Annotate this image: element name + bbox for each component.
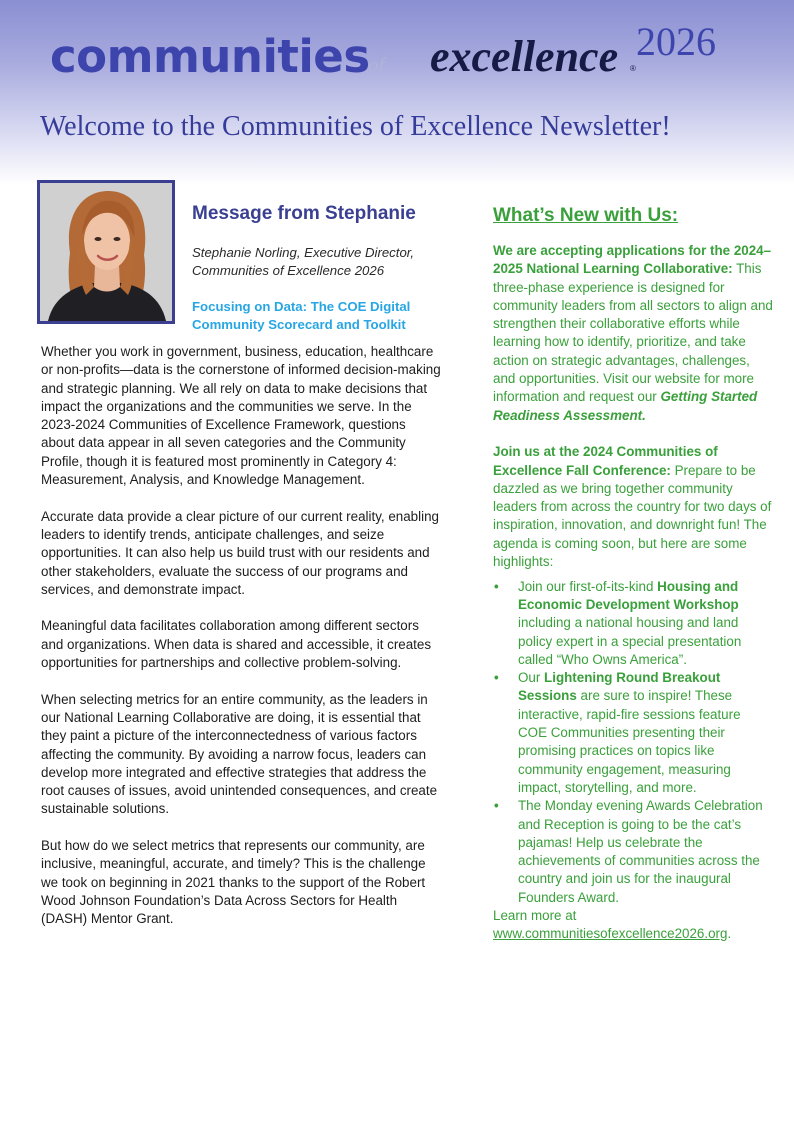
conference-lead: Join us at the 2024 Communities of Excellence Fall Conference: <box>493 444 718 478</box>
bullet-text: Our <box>518 670 545 686</box>
website-link[interactable]: www.communitiesofexcellence2026.org <box>493 926 728 942</box>
highlights-list <box>493 578 773 907</box>
applications-text: This three-phase experience is designed for community leaders from all sectors to align and strengthen their collaborative efforts while learning how to identify, prioritize, and take action on strategic advantages, challenges, and opportunities. Visit our website for more information and request our <box>493 261 773 405</box>
applications-lead: We are accepting applications for the 2024–2025 National Learning Collaborative: <box>493 243 772 277</box>
conference-paragraph <box>493 443 773 571</box>
link-period: . <box>727 926 732 942</box>
newsletter-title: Welcome to the Communities of Excellence Newsletter! <box>40 111 671 142</box>
message-paragraph-5: But how do we select metrics that represents our community, are inclusive, meaningful, accurate, and timely? This is the challenge we took on beginning in 2021 thanks to the support of the Robert Wood Johnson Foundation’s Data Across Sectors for Health (DASH) Mentor Grant. <box>41 838 426 927</box>
list-item <box>518 797 773 907</box>
bullet-bold: Lightening Round Breakout Sessions <box>518 670 721 704</box>
logo-word-of: of <box>368 53 385 77</box>
bullet-text: including a national housing and land policy expert in a special presentation called “Who Owns America”. <box>518 615 742 667</box>
bullet-text: Join our first-of-its-kind <box>518 578 658 594</box>
whats-new-column <box>493 204 773 944</box>
message-body <box>41 343 441 947</box>
message-title: Message from Stephanie <box>192 203 416 224</box>
message-paragraph-2: Accurate data provide a clear picture of our current reality, enabling leaders to identify trends, anticipate challenges, and seize opportunities. It can also help us build trust with our residents and other stakeholders, evaluate the success of our programs and services, and demonstrate impact. <box>41 508 439 597</box>
message-paragraph-4: When selecting metrics for an entire community, as the leaders in our National Learning Collaborative are doing, it is essential that they paint a picture of the interconnectedness of various factors affecting the community. By avoiding a narrow focus, leaders can develop more integrated and effective strategies that address the root causes of issues, avoid unintended consequences, and create sustainable solutions. <box>41 691 438 817</box>
message-subtitle: Focusing on Data: The COE Digital Community Scorecard and Toolkit <box>192 299 411 332</box>
logo-registered-mark: ® <box>630 64 636 73</box>
conference-text: Prepare to be dazzled as we bring together community leaders from across the country for two days of inspiration, innovation, and downright fun! The agenda is coming soon, but here are some highlights: <box>493 462 772 570</box>
list-item <box>518 578 773 669</box>
logo-word-communities: communities <box>50 30 370 83</box>
logo-year: 2026 <box>636 19 716 64</box>
author-name-line: Stephanie Norling, Executive Director, <box>192 245 415 260</box>
message-paragraph-3: Meaningful data facilitates collaboration among different sectors and organizations. When data is shared and accessible, it creates opportunities for partnerships and collective problem-solving. <box>41 618 432 671</box>
whats-new-heading: What’s New with Us: <box>493 205 679 226</box>
bullet-text: The Monday evening Awards Celebration and Reception is going to be the cat’s pajamas! Help us celebrate the achievements of communities across the country and join us for the inaugural Founders Award. <box>518 798 763 905</box>
author-photo <box>37 180 175 324</box>
learn-more-label: Learn more at <box>493 907 577 923</box>
logo-word-excellence: excellence <box>430 32 619 81</box>
message-paragraph-1: Whether you work in government, business, education, healthcare or non-profits—data is the cornerstone of informed decision-making and strategic planning. We all rely on data to make decisions that impact the organizations and the communities we serve. In the 2023-2024 Communities of Excellence Framework, questions about data appear in all seven categories and the Community Profile, though it is featured most prominently in Category 4: Measurement, Analysis, and Knowledge Management. <box>41 344 441 488</box>
readiness-assessment-link[interactable]: Getting Started Readiness Assessment. <box>493 389 758 423</box>
learn-more <box>493 907 773 944</box>
author-byline <box>192 244 462 280</box>
applications-paragraph <box>493 242 773 425</box>
author-org-line: Communities of Excellence 2026 <box>192 263 385 278</box>
bullet-text: are sure to inspire! These interactive, rapid-fire sessions feature COE Communities presenting their promising practices on topics like community engagement, measuring impact, storytelling, and more. <box>518 688 741 795</box>
bullet-bold: Housing and Economic Development Workshop <box>518 578 739 612</box>
list-item <box>518 669 773 797</box>
